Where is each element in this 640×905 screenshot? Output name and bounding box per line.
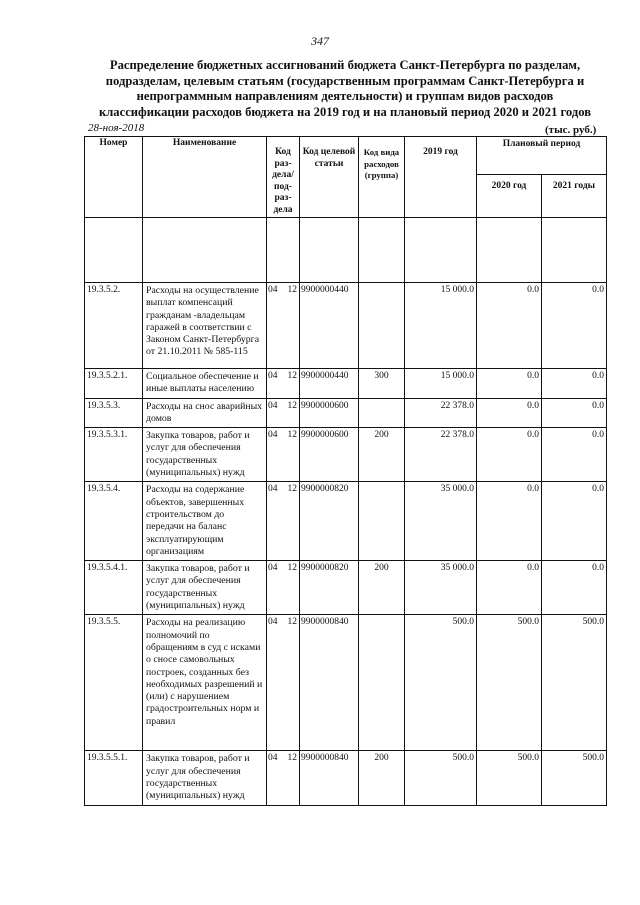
target-code: 9900000440	[301, 371, 349, 381]
row-amount-2021	[542, 751, 607, 805]
row-expense-type	[359, 369, 405, 399]
header-type: Код вида расходов (группа)	[359, 137, 405, 218]
row-name	[143, 751, 267, 805]
row-amount-2019	[405, 428, 477, 482]
row-razdel-code	[267, 398, 300, 428]
amount-2020: 500.0	[517, 753, 539, 764]
row-razdel-code	[267, 561, 300, 615]
podrazdel-code: 12	[287, 400, 297, 411]
amount-2019: 500.0	[452, 617, 474, 628]
document-title: Распределение бюджетных ассигнований бюджета Санкт-Петербурга по разделам, подразделам, целевым статьям (государственным программам Санкт-Петербурга и непрограммным направлениям деятельности) и группам видов расходов классификации расходов бюджета на 2019 год и на плановый период 2020 и 2021 годов	[98, 58, 592, 119]
row-razdel-code	[267, 283, 300, 369]
amount-2021: 0.0	[592, 371, 604, 381]
row-amount-2021	[542, 398, 607, 428]
amount-2020: 0.0	[527, 285, 539, 295]
row-name-text: Закупка товаров, работ и услуг для обеспечения государственных (муниципальных) нужд	[146, 563, 250, 612]
row-name-text: Закупка товаров, работ и услуг для обеспечения государственных (муниципальных) нужд	[146, 430, 250, 479]
row-name	[143, 283, 267, 369]
row-razdel-code	[267, 482, 300, 561]
table-row	[85, 751, 607, 805]
header-planned-period: Плановый период	[477, 137, 607, 175]
expense-type-code: 200	[374, 430, 389, 441]
row-number	[85, 398, 143, 428]
row-expense-type	[359, 751, 405, 805]
header-razdel: Код раз-дела/ под-раз-дела	[267, 137, 300, 218]
row-amount-2020	[477, 482, 542, 561]
row-name-text: Расходы на снос аварийных домов	[146, 400, 263, 424]
amount-2020: 0.0	[527, 484, 539, 495]
header-target: Код целевой статьи	[300, 137, 359, 218]
amount-2021: 0.0	[592, 484, 604, 495]
row-razdel-code	[267, 428, 300, 482]
razdel-code: 04	[268, 285, 278, 295]
table-row	[85, 283, 607, 369]
table-row	[85, 369, 607, 399]
row-target-code	[300, 369, 359, 399]
razdel-code: 04	[268, 753, 278, 764]
row-number	[85, 561, 143, 615]
row-number-text: 19.3.5.3.1.	[87, 430, 128, 441]
row-amount-2019	[405, 369, 477, 399]
row-amount-2021	[542, 561, 607, 615]
row-amount-2021	[542, 428, 607, 482]
row-expense-type	[359, 398, 405, 428]
row-amount-2020	[477, 369, 542, 399]
razdel-code: 04	[268, 400, 278, 411]
header-2020: 2020 год	[477, 174, 542, 217]
razdel-code: 04	[268, 430, 278, 441]
header-2021: 2021 годы	[542, 174, 607, 217]
amount-2021: 0.0	[592, 285, 604, 295]
row-expense-type	[359, 561, 405, 615]
row-target-code	[300, 398, 359, 428]
expense-type-code: 300	[374, 371, 389, 381]
amount-2020: 500.0	[517, 617, 539, 628]
row-razdel-code	[267, 369, 300, 399]
table-row	[85, 482, 607, 561]
row-number	[85, 482, 143, 561]
row-number	[85, 428, 143, 482]
row-name	[143, 398, 267, 428]
amount-2021: 0.0	[592, 430, 604, 441]
row-amount-2019	[405, 561, 477, 615]
row-amount-2019	[405, 482, 477, 561]
row-name	[143, 561, 267, 615]
row-amount-2019	[405, 615, 477, 751]
row-target-code	[300, 482, 359, 561]
amount-2021: 500.0	[582, 753, 604, 764]
amount-2020: 0.0	[527, 430, 539, 441]
podrazdel-code: 12	[287, 285, 297, 295]
row-target-code	[300, 561, 359, 615]
row-amount-2020	[477, 615, 542, 751]
amount-2019: 500.0	[452, 753, 474, 764]
row-amount-2019	[405, 751, 477, 805]
target-code: 9900000440	[301, 285, 349, 295]
row-target-code	[300, 428, 359, 482]
razdel-code: 04	[268, 563, 278, 574]
amount-2020: 0.0	[527, 400, 539, 411]
row-amount-2020	[477, 561, 542, 615]
row-target-code	[300, 751, 359, 805]
row-target-code	[300, 283, 359, 369]
row-number	[85, 751, 143, 805]
row-amount-2019	[405, 398, 477, 428]
amount-2019: 35 000.0	[440, 484, 474, 495]
row-name	[143, 615, 267, 751]
razdel-code: 04	[268, 371, 278, 381]
amount-2019: 15 000.0	[440, 371, 474, 381]
podrazdel-code: 12	[287, 371, 297, 381]
row-number-text: 19.3.5.4.	[87, 484, 121, 495]
header-number: Номер	[85, 137, 143, 218]
row-name-text: Социальное обеспечение и иные выплаты населению	[146, 371, 259, 395]
row-number-text: 19.3.5.4.1.	[87, 563, 128, 574]
amount-2021: 500.0	[582, 617, 604, 628]
row-name-text: Расходы на осуществление выплат компенсаций гражданам -владельцам гаражей в соответствии с Законом Санкт-Петербурга от 21.10.2011 № 585-115	[146, 285, 260, 358]
amount-2020: 0.0	[527, 563, 539, 574]
target-code: 9900000820	[301, 563, 349, 574]
row-target-code	[300, 615, 359, 751]
podrazdel-code: 12	[287, 563, 297, 574]
table-row	[85, 561, 607, 615]
table-row	[85, 428, 607, 482]
target-code: 9900000600	[301, 400, 349, 411]
row-name-text: Расходы на содержание объектов, завершенных строительством до передачи на баланс эксплуатирующим организациям	[146, 484, 245, 557]
header-spacer	[85, 218, 607, 283]
row-number	[85, 615, 143, 751]
expense-type-code: 200	[374, 753, 389, 764]
row-number-text: 19.3.5.5.	[87, 617, 121, 628]
row-amount-2021	[542, 615, 607, 751]
table-body	[85, 283, 607, 806]
table-row	[85, 398, 607, 428]
podrazdel-code: 12	[287, 753, 297, 764]
row-amount-2021	[542, 369, 607, 399]
podrazdel-code: 12	[287, 430, 297, 441]
row-amount-2019	[405, 283, 477, 369]
target-code: 9900000840	[301, 753, 349, 764]
row-number-text: 19.3.5.5.1.	[87, 753, 128, 764]
row-number-text: 19.3.5.3.	[87, 400, 121, 411]
podrazdel-code: 12	[287, 617, 297, 628]
page-number: 347	[311, 34, 329, 48]
amount-2019: 35 000.0	[440, 563, 474, 574]
row-amount-2020	[477, 283, 542, 369]
row-name	[143, 369, 267, 399]
target-code: 9900000820	[301, 484, 349, 495]
header-2019: 2019 год	[405, 137, 477, 218]
row-expense-type	[359, 615, 405, 751]
podrazdel-code: 12	[287, 484, 297, 495]
amount-2019: 22 378.0	[440, 400, 474, 411]
row-amount-2020	[477, 398, 542, 428]
amount-2019: 15 000.0	[440, 285, 474, 295]
razdel-code: 04	[268, 484, 278, 495]
document-date: 28-ноя-2018	[88, 122, 145, 134]
row-name	[143, 482, 267, 561]
amount-2021: 0.0	[592, 400, 604, 411]
amount-2019: 22 378.0	[440, 430, 474, 441]
row-razdel-code	[267, 751, 300, 805]
row-number	[85, 369, 143, 399]
row-amount-2021	[542, 482, 607, 561]
table-row	[85, 615, 607, 751]
expense-type-code: 200	[374, 563, 389, 574]
header-name: Наименование	[143, 137, 267, 218]
row-amount-2021	[542, 283, 607, 369]
units-label: (тыс. руб.)	[545, 124, 597, 136]
row-number-text: 19.3.5.2.1.	[87, 371, 128, 381]
row-number	[85, 283, 143, 369]
row-name-text: Расходы на реализацию полномочий по обращениям в суд с исками о сносе самовольных построек, созданных без необходимых разрешений и (или) с нарушением градостроительных норм и правил	[146, 617, 263, 727]
amount-2020: 0.0	[527, 371, 539, 381]
row-amount-2020	[477, 751, 542, 805]
budget-table	[84, 136, 607, 806]
target-code: 9900000600	[301, 430, 349, 441]
row-number-text: 19.3.5.2.	[87, 285, 121, 295]
header-row	[85, 137, 607, 175]
razdel-code: 04	[268, 617, 278, 628]
row-name	[143, 428, 267, 482]
row-name-text: Закупка товаров, работ и услуг для обеспечения государственных (муниципальных) нужд	[146, 753, 250, 802]
row-expense-type	[359, 482, 405, 561]
amount-2021: 0.0	[592, 563, 604, 574]
target-code: 9900000840	[301, 617, 349, 628]
row-expense-type	[359, 283, 405, 369]
row-amount-2020	[477, 428, 542, 482]
row-expense-type	[359, 428, 405, 482]
row-razdel-code	[267, 615, 300, 751]
